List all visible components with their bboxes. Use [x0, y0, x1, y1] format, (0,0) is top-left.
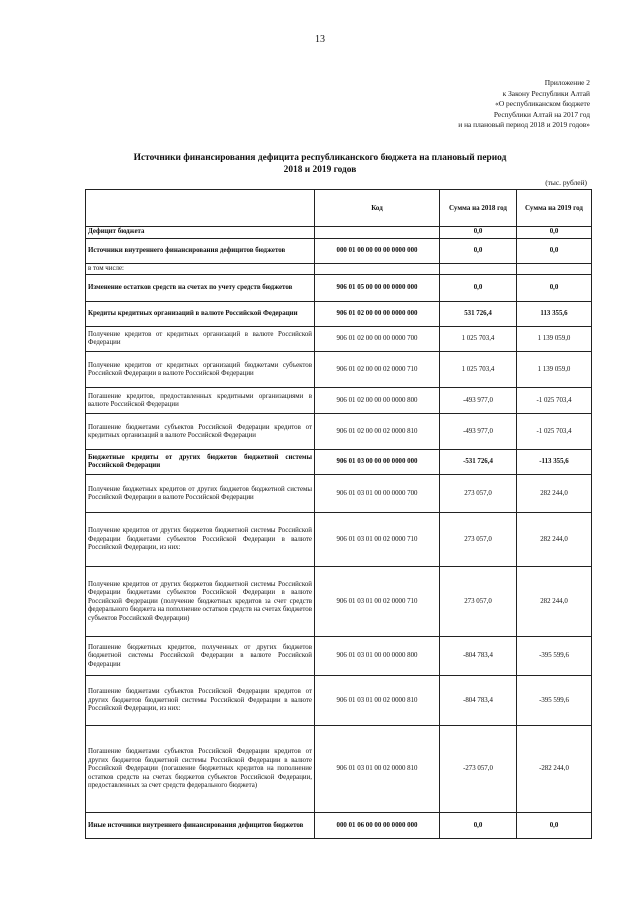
table-row — [86, 450, 592, 475]
row-sum-2018: 273 057,0 — [440, 475, 517, 513]
row-sum-2019: 1 139 059,0 — [517, 352, 592, 388]
table-row — [86, 414, 592, 450]
row-sum-2019: -1 025 703,4 — [517, 414, 592, 450]
row-code: 000 01 06 00 00 00 0000 000 — [315, 813, 440, 839]
table-row — [86, 637, 592, 676]
row-sum-2018 — [440, 264, 517, 275]
header-name — [86, 190, 315, 227]
table-row — [86, 676, 592, 726]
row-name: Источники внутреннего финансирования дефицитов бюджетов — [86, 239, 315, 264]
table-row — [86, 388, 592, 414]
row-name: Кредиты кредитных организаций в валюте Российской Федерации — [86, 302, 315, 327]
row-name: Погашение бюджетами субъектов Российской Федерации кредитов от других бюджетов бюджетной системы Российской Федерации в валюте Российской Федерации, из них: — [86, 676, 315, 726]
row-sum-2019: 0,0 — [517, 275, 592, 302]
document-title — [110, 152, 530, 176]
row-sum-2019: 113 355,6 — [517, 302, 592, 327]
table-header-row — [86, 190, 592, 227]
row-sum-2018: -804 783,4 — [440, 676, 517, 726]
row-sum-2019: -1 025 703,4 — [517, 388, 592, 414]
row-code: 906 01 03 01 00 02 0000 810 — [315, 726, 440, 813]
row-code: 906 01 03 01 00 00 0000 700 — [315, 475, 440, 513]
row-sum-2018: -493 977,0 — [440, 388, 517, 414]
document-title-line: 2018 и 2019 годов — [283, 165, 357, 175]
row-sum-2018: 0,0 — [440, 227, 517, 239]
row-code: 906 01 02 00 00 02 0000 810 — [315, 414, 440, 450]
row-code: 906 01 03 01 00 02 0000 710 — [315, 513, 440, 567]
row-name: Погашение кредитов, предоставленных кредитными организациями в валюте Российской Федерации — [86, 388, 315, 414]
row-sum-2018: 0,0 — [440, 239, 517, 264]
table-row — [86, 239, 592, 264]
row-name: Погашение бюджетами субъектов Российской Федерации кредитов от других бюджетов бюджетной системы Российской Федерации в валюте Российской Федерации (погашение бюджетных кредитов на пополнение остатков средств на счетах бюджетов субъектов Российской Федерации, предоставленных за счет средств федерального бюджета) — [86, 726, 315, 813]
row-sum-2018: 273 057,0 — [440, 567, 517, 637]
table-row — [86, 513, 592, 567]
appendix-line: Республики Алтай на 2017 год — [493, 109, 590, 119]
row-sum-2018: 1 025 703,4 — [440, 327, 517, 352]
row-name: Получение кредитов от кредитных организаций в валюте Российской Федерации — [86, 327, 315, 352]
row-sum-2019: -395 599,6 — [517, 637, 592, 676]
row-sum-2019: 282 244,0 — [517, 567, 592, 637]
page-number: 13 — [315, 34, 325, 45]
row-sum-2019: 282 244,0 — [517, 513, 592, 567]
row-code — [315, 227, 440, 239]
appendix-line: «О республиканском бюджете — [495, 99, 590, 109]
table-row — [86, 813, 592, 839]
row-name: Бюджетные кредиты от других бюджетов бюджетной системы Российской Федерации — [86, 450, 315, 475]
row-sum-2019 — [517, 264, 592, 275]
row-name: Получение кредитов от других бюджетов бюджетной системы Российской Федерации бюджетами субъектов Российской Федерации в валюте Российской Федерации, из них: — [86, 513, 315, 567]
table-row — [86, 327, 592, 352]
row-code: 906 01 02 00 00 00 0000 800 — [315, 388, 440, 414]
row-code: 906 01 03 01 00 00 0000 800 — [315, 637, 440, 676]
row-code: 906 01 03 00 00 00 0000 000 — [315, 450, 440, 475]
row-code: 906 01 05 00 00 00 0000 000 — [315, 275, 440, 302]
row-code: 906 01 03 01 00 02 0000 710 — [315, 567, 440, 637]
header-sum-2019: Сумма на 2019 год — [517, 190, 592, 227]
row-sum-2018: -493 977,0 — [440, 414, 517, 450]
row-code: 906 01 03 01 00 02 0000 810 — [315, 676, 440, 726]
table-body — [86, 227, 592, 839]
appendix-line: и на плановый период 2018 и 2019 годов» — [458, 120, 590, 130]
row-name: Изменение остатков средств на счетах по учету средств бюджетов — [86, 275, 315, 302]
table-row — [86, 302, 592, 327]
row-name: Получение бюджетных кредитов от других бюджетов бюджетной системы Российской Федерации в валюте Российской Федерации — [86, 475, 315, 513]
table-row — [86, 567, 592, 637]
row-sum-2018: 1 025 703,4 — [440, 352, 517, 388]
table-row — [86, 275, 592, 302]
appendix-line: Приложение 2 — [544, 78, 590, 87]
row-sum-2019: 1 139 059,0 — [517, 327, 592, 352]
row-sum-2019: 0,0 — [517, 239, 592, 264]
row-code: 906 01 02 00 00 00 0000 000 — [315, 302, 440, 327]
row-sum-2018: -804 783,4 — [440, 637, 517, 676]
unit-note: (тыс. рублей) — [545, 178, 587, 187]
row-name: Дефицит бюджета — [86, 227, 315, 239]
row-name: Иные источники внутреннего финансирования дефицитов бюджетов — [86, 813, 315, 839]
header-code: Код — [315, 190, 440, 227]
row-name: Погашение бюджетами субъектов Российской Федерации кредитов от кредитных организаций в валюте Российской Федерации — [86, 414, 315, 450]
table-row — [86, 264, 592, 275]
row-code — [315, 264, 440, 275]
table-row — [86, 352, 592, 388]
row-code: 000 01 00 00 00 00 0000 000 — [315, 239, 440, 264]
row-sum-2018: 531 726,4 — [440, 302, 517, 327]
table-row — [86, 227, 592, 239]
row-sum-2018: -273 057,0 — [440, 726, 517, 813]
row-sum-2018: 273 057,0 — [440, 513, 517, 567]
row-sum-2018: -531 726,4 — [440, 450, 517, 475]
row-sum-2019: 0,0 — [517, 813, 592, 839]
row-sum-2019: -395 599,6 — [517, 676, 592, 726]
document-title-line: Источники финансирования дефицита республиканского бюджета на плановый период — [133, 153, 507, 163]
table-row — [86, 726, 592, 813]
row-sum-2019: -282 244,0 — [517, 726, 592, 813]
row-name: Получение кредитов от кредитных организаций бюджетами субъектов Российской Федерации в валюте Российской Федерации — [86, 352, 315, 388]
row-sum-2018: 0,0 — [440, 813, 517, 839]
financing-sources-table — [85, 189, 592, 839]
appendix-note — [330, 78, 590, 131]
row-sum-2019: -113 355,6 — [517, 450, 592, 475]
row-code: 906 01 02 00 00 00 0000 700 — [315, 327, 440, 352]
row-name: Погашение бюджетных кредитов, полученных от других бюджетов бюджетной системы Российской Федерации в валюте Российской Федерации — [86, 637, 315, 676]
header-sum-2018: Сумма на 2018 год — [440, 190, 517, 227]
row-code: 906 01 02 00 00 02 0000 710 — [315, 352, 440, 388]
row-name: Получение кредитов от других бюджетов бюджетной системы Российской Федерации бюджетами субъектов Российской Федерации в валюте Российской Федерации (получение бюджетных кредитов за счет средств федерального бюджета на пополнение остатков средств на счетах бюджетов субъектов Российской Федерации) — [86, 567, 315, 637]
table-row — [86, 475, 592, 513]
row-sum-2018: 0,0 — [440, 275, 517, 302]
row-sum-2019: 0,0 — [517, 227, 592, 239]
row-name: в том числе: — [86, 264, 315, 275]
appendix-line: к Закону Республики Алтай — [502, 88, 590, 98]
row-sum-2019: 282 244,0 — [517, 475, 592, 513]
